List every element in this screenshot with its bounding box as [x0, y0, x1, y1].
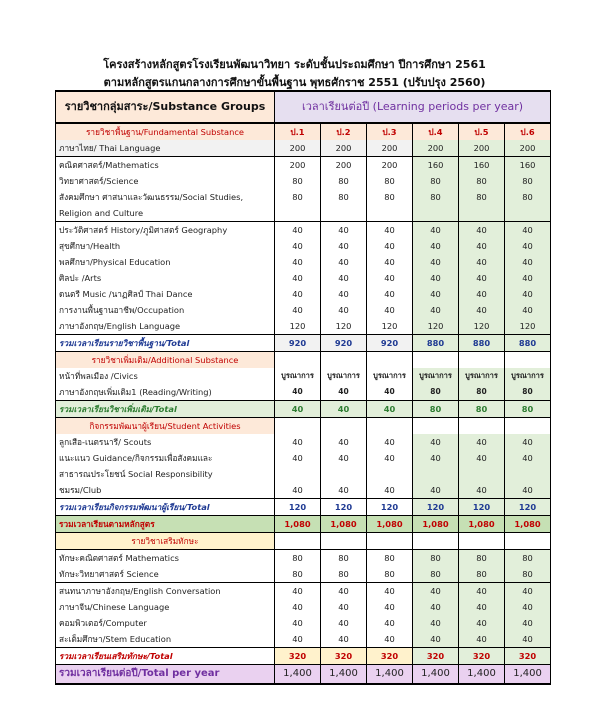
period-value: 40 — [275, 599, 321, 615]
fundamental-total-value: 920 — [321, 335, 367, 352]
subject-name: ภาษาจีน/Chinese Language — [56, 599, 275, 615]
additional-total-value: 80 — [413, 401, 459, 418]
period-value: 80 — [413, 173, 459, 189]
subject-name: หน้าที่พลเมือง /Civics — [56, 368, 275, 384]
subject-name: ทักษะวิทยาศาสตร์ Science — [56, 566, 275, 583]
period-value: 80 — [413, 189, 459, 205]
table-row — [56, 550, 551, 567]
period-value: 160 — [413, 157, 459, 174]
period-value: 40 — [367, 482, 413, 499]
period-value: 40 — [505, 583, 551, 600]
period-value: 80 — [459, 189, 505, 205]
period-value: บูรณาการ — [505, 368, 551, 384]
additional-total-value: 80 — [459, 401, 505, 418]
subject-name: ลูกเสือ-เนตรนารี/ Scouts — [56, 434, 275, 450]
period-value: 40 — [275, 238, 321, 254]
period-value: 40 — [367, 434, 413, 450]
period-value-empty — [505, 205, 551, 222]
period-value-empty — [275, 466, 321, 482]
period-value: บูรณาการ — [413, 368, 459, 384]
period-value: 40 — [367, 450, 413, 466]
period-value: 40 — [275, 434, 321, 450]
table-row — [56, 222, 551, 239]
table-row — [56, 615, 551, 631]
year-total-label: รวมเวลาเรียนต่อปี/Total per year — [56, 665, 275, 685]
grade-empty — [459, 418, 505, 435]
table-row — [56, 157, 551, 174]
period-value: 40 — [367, 270, 413, 286]
grade-empty — [459, 533, 505, 550]
period-value: 40 — [321, 254, 367, 270]
period-value: 40 — [413, 302, 459, 318]
table-row — [56, 318, 551, 335]
period-value: 40 — [367, 238, 413, 254]
period-value: 40 — [275, 302, 321, 318]
period-value: 40 — [321, 384, 367, 401]
fundamental-total-value: 920 — [367, 335, 413, 352]
period-value: 40 — [367, 222, 413, 239]
grade-empty — [275, 418, 321, 435]
period-value: 40 — [321, 302, 367, 318]
activities-total-value: 120 — [367, 499, 413, 516]
period-value: 80 — [413, 384, 459, 401]
table-row — [56, 418, 551, 435]
skills-total-value: 320 — [413, 648, 459, 665]
table-row — [56, 482, 551, 499]
table-row — [56, 189, 551, 205]
period-value: 80 — [367, 189, 413, 205]
skills-total-value: 320 — [367, 648, 413, 665]
period-value: 40 — [505, 450, 551, 466]
period-value: 40 — [321, 222, 367, 239]
period-value: 40 — [413, 238, 459, 254]
additional-total-value: 40 — [275, 401, 321, 418]
skills-total-value: 320 — [459, 648, 505, 665]
period-value: 40 — [459, 270, 505, 286]
period-value: 40 — [459, 254, 505, 270]
grade-empty — [275, 533, 321, 550]
period-value-empty — [321, 466, 367, 482]
period-value: 40 — [413, 270, 459, 286]
period-value: 200 — [413, 140, 459, 157]
period-value: 40 — [321, 599, 367, 615]
period-value: 40 — [459, 302, 505, 318]
period-value: บูรณาการ — [459, 368, 505, 384]
period-value: 40 — [275, 631, 321, 648]
period-value: 40 — [459, 615, 505, 631]
table-row — [56, 238, 551, 254]
period-value: 40 — [505, 238, 551, 254]
subject-name: พลศึกษา/Physical Education — [56, 254, 275, 270]
curriculum-total-value: 1,080 — [413, 516, 459, 533]
year-total-value: 1,400 — [367, 665, 413, 685]
table-row — [56, 270, 551, 286]
additional-total-value: 40 — [367, 401, 413, 418]
fundamental-total-value: 880 — [459, 335, 505, 352]
activities-total-value: 120 — [459, 499, 505, 516]
period-value: 40 — [413, 482, 459, 499]
subject-name: ภาษาอังกฤษเพิ่มเติม1 (Reading/Writing) — [56, 384, 275, 401]
period-value: 80 — [413, 566, 459, 583]
period-value: 40 — [505, 434, 551, 450]
subject-name-continued: Religion and Culture — [56, 205, 275, 222]
subject-name: ดนตรี Music /นาฏศิลป์ Thai Dance — [56, 286, 275, 302]
section-heading-fundamental: รายวิชาพื้นฐาน/Fundamental Substance — [56, 123, 275, 140]
period-value: 40 — [505, 302, 551, 318]
period-value: 40 — [505, 286, 551, 302]
period-value: 120 — [275, 318, 321, 335]
table-row — [56, 335, 551, 352]
period-value: 80 — [505, 173, 551, 189]
period-value-empty — [459, 205, 505, 222]
period-value: 80 — [413, 550, 459, 567]
period-value: 40 — [275, 254, 321, 270]
grade-empty — [505, 533, 551, 550]
subject-name: ภาษาอังกฤษ/English Language — [56, 318, 275, 335]
period-value: 40 — [367, 615, 413, 631]
table-row — [56, 205, 551, 222]
subject-name: การงานพื้นฐานอาชีพ/Occupation — [56, 302, 275, 318]
period-value-empty — [505, 466, 551, 482]
period-value: 80 — [367, 566, 413, 583]
skills-total-value: 320 — [321, 648, 367, 665]
period-value: 40 — [505, 482, 551, 499]
period-value: 40 — [275, 286, 321, 302]
period-value: 40 — [367, 302, 413, 318]
subject-name: สังคมศึกษา ศาสนาและวัฒนธรรม/Social Studies, — [56, 189, 275, 205]
subject-name: สะเต็มศึกษา/Stem Education — [56, 631, 275, 648]
period-value: 40 — [459, 434, 505, 450]
period-value: 40 — [321, 482, 367, 499]
period-value: 40 — [321, 615, 367, 631]
period-value: 80 — [321, 173, 367, 189]
period-value: 80 — [459, 566, 505, 583]
subject-name: คอมพิวเตอร์/Computer — [56, 615, 275, 631]
period-value: 40 — [367, 631, 413, 648]
period-value: 80 — [459, 384, 505, 401]
table-row — [56, 352, 551, 369]
period-value-empty — [459, 466, 505, 482]
period-value: 200 — [367, 157, 413, 174]
grade-label: ป.6 — [505, 123, 551, 140]
period-value: 40 — [413, 450, 459, 466]
year-total-value: 1,400 — [459, 665, 505, 685]
grade-empty — [321, 418, 367, 435]
subject-name: ทักษะคณิตศาสตร์ Mathematics — [56, 550, 275, 567]
subject-name: ประวัติศาสตร์ History/ภูมิศาสตร์ Geography — [56, 222, 275, 239]
grade-empty — [505, 418, 551, 435]
period-value: 80 — [459, 550, 505, 567]
grade-empty — [275, 352, 321, 369]
period-value: 40 — [413, 254, 459, 270]
grade-label: ป.3 — [367, 123, 413, 140]
period-value-empty — [413, 205, 459, 222]
additional-total-value: 40 — [321, 401, 367, 418]
period-value: 40 — [321, 238, 367, 254]
period-value: 160 — [459, 157, 505, 174]
year-total-value: 1,400 — [413, 665, 459, 685]
fundamental-total-value: 880 — [505, 335, 551, 352]
period-value: 40 — [413, 615, 459, 631]
table-row — [56, 599, 551, 615]
period-value: 40 — [459, 238, 505, 254]
table-row — [56, 583, 551, 600]
curriculum-total-value: 1,080 — [367, 516, 413, 533]
skills-total-value: 320 — [275, 648, 321, 665]
period-value: 80 — [505, 566, 551, 583]
period-value: 80 — [459, 173, 505, 189]
period-value: 200 — [321, 157, 367, 174]
table-row — [56, 434, 551, 450]
skills-total-label: รวมเวลาเรียนเสริมทักษะ/Total — [56, 648, 275, 665]
period-value-empty — [367, 205, 413, 222]
table-row — [56, 302, 551, 318]
period-value: 200 — [459, 140, 505, 157]
grade-empty — [413, 418, 459, 435]
period-value: 40 — [275, 615, 321, 631]
curriculum-table — [55, 90, 551, 685]
period-value: 80 — [505, 384, 551, 401]
subject-name: สนทนาภาษาอังกฤษ/English Conversation — [56, 583, 275, 600]
section-heading-activities: กิจกรรมพัฒนาผู้เรียน/Student Activities — [56, 418, 275, 435]
period-value: 40 — [413, 222, 459, 239]
subject-name: แนะแนว Guidance/กิจกรรมเพื่อสังคมและ — [56, 450, 275, 466]
subject-name: ศิลปะ /Arts — [56, 270, 275, 286]
table-row — [56, 140, 551, 157]
period-value: 40 — [459, 222, 505, 239]
period-value: 120 — [413, 318, 459, 335]
table-row — [56, 499, 551, 516]
period-value: 40 — [413, 631, 459, 648]
table-row — [56, 401, 551, 418]
period-value-empty — [367, 466, 413, 482]
period-value: 40 — [505, 222, 551, 239]
table-row — [56, 368, 551, 384]
period-value: 40 — [459, 286, 505, 302]
table-row — [56, 286, 551, 302]
grade-label: ป.1 — [275, 123, 321, 140]
period-value: 40 — [505, 631, 551, 648]
subject-name: วิทยาศาสตร์/Science — [56, 173, 275, 189]
period-value: 40 — [275, 222, 321, 239]
period-value: 200 — [505, 140, 551, 157]
period-value: 80 — [505, 550, 551, 567]
subject-name: ภาษาไทย/ Thai Language — [56, 140, 275, 157]
period-value: 40 — [275, 384, 321, 401]
activities-total-value: 120 — [413, 499, 459, 516]
subject-name: สุขศึกษา/Health — [56, 238, 275, 254]
period-value-empty — [321, 205, 367, 222]
period-value: 40 — [321, 583, 367, 600]
activities-total-value: 120 — [275, 499, 321, 516]
grade-empty — [413, 533, 459, 550]
period-value: 120 — [505, 318, 551, 335]
period-value: 40 — [367, 254, 413, 270]
year-total-value: 1,400 — [275, 665, 321, 685]
table-row — [56, 123, 551, 140]
period-value: 40 — [275, 482, 321, 499]
period-value: 40 — [321, 270, 367, 286]
period-value: 80 — [367, 550, 413, 567]
skills-total-value: 320 — [505, 648, 551, 665]
period-value: 40 — [459, 631, 505, 648]
grade-empty — [321, 533, 367, 550]
subject-column-header: รายวิชากลุ่มสาระ/Substance Groups — [56, 91, 275, 123]
period-value: 200 — [367, 140, 413, 157]
period-value: 40 — [505, 599, 551, 615]
table-row — [56, 631, 551, 648]
period-value: 40 — [505, 615, 551, 631]
period-value: 120 — [367, 318, 413, 335]
table-row — [56, 516, 551, 533]
period-value: 200 — [275, 157, 321, 174]
period-value: บูรณาการ — [275, 368, 321, 384]
curriculum-total-value: 1,080 — [321, 516, 367, 533]
period-value: 40 — [459, 583, 505, 600]
grade-empty — [321, 352, 367, 369]
period-value: 80 — [275, 550, 321, 567]
period-value: บูรณาการ — [321, 368, 367, 384]
period-value: 40 — [459, 599, 505, 615]
period-value: 40 — [505, 254, 551, 270]
table-row — [56, 566, 551, 583]
subject-name-continued: สาธารณประโยชน์ Social Responsibility — [56, 466, 275, 482]
activities-total-label: รวมเวลาเรียนกิจกรรมพัฒนาผู้เรียน/Total — [56, 499, 275, 516]
period-value: 40 — [321, 286, 367, 302]
period-value: 80 — [321, 550, 367, 567]
page-title: โครงสร้างหลักสูตรโรงเรียนพัฒนาวิทยา ระดับชั้นประถมศึกษา ปีการศึกษา 2561 — [103, 58, 486, 71]
period-value: 40 — [413, 583, 459, 600]
year-total-value: 1,400 — [505, 665, 551, 685]
period-value: 80 — [321, 189, 367, 205]
period-value: 160 — [505, 157, 551, 174]
period-value: 40 — [413, 286, 459, 302]
additional-total-label: รวมเวลาเรียนวิชาเพิ่มเติม/Total — [56, 401, 275, 418]
subject-name: คณิตศาสตร์/Mathematics — [56, 157, 275, 174]
year-total-value: 1,400 — [321, 665, 367, 685]
table-row — [56, 648, 551, 665]
period-value: 40 — [459, 450, 505, 466]
fundamental-total-value: 880 — [413, 335, 459, 352]
period-value: 40 — [367, 583, 413, 600]
table-row — [56, 665, 551, 685]
subject-name: ชมรม/Club — [56, 482, 275, 499]
period-value: 40 — [275, 270, 321, 286]
curriculum-total-value: 1,080 — [459, 516, 505, 533]
period-value: 200 — [321, 140, 367, 157]
section-heading-skills: รายวิชาเสริมทักษะ — [56, 533, 275, 550]
grade-empty — [367, 533, 413, 550]
period-value: 40 — [367, 599, 413, 615]
table-row — [56, 533, 551, 550]
activities-total-value: 120 — [505, 499, 551, 516]
period-value-empty — [413, 466, 459, 482]
activities-total-value: 120 — [321, 499, 367, 516]
table-row — [56, 466, 551, 482]
period-value: 80 — [275, 173, 321, 189]
curriculum-total-label: รวมเวลาเรียนตามหลักสูตร — [56, 516, 275, 533]
section-heading-additional: รายวิชาเพิ่มเติม/Additional Substance — [56, 352, 275, 369]
period-value: 200 — [275, 140, 321, 157]
grade-empty — [413, 352, 459, 369]
period-value: 40 — [413, 434, 459, 450]
curriculum-total-value: 1,080 — [505, 516, 551, 533]
table-row — [56, 173, 551, 189]
period-value: 80 — [275, 189, 321, 205]
table-row — [56, 254, 551, 270]
period-value: 40 — [275, 450, 321, 466]
period-value: 80 — [321, 566, 367, 583]
period-value: 40 — [321, 434, 367, 450]
fundamental-total-label: รวมเวลาเรียนรายวิชาพื้นฐาน/Total — [56, 335, 275, 352]
period-value: 40 — [367, 384, 413, 401]
period-value: บูรณาการ — [367, 368, 413, 384]
table-row — [56, 384, 551, 401]
period-value: 80 — [367, 173, 413, 189]
period-value: 40 — [321, 450, 367, 466]
period-value: 120 — [321, 318, 367, 335]
grade-label: ป.4 — [413, 123, 459, 140]
period-value: 80 — [505, 189, 551, 205]
period-value: 40 — [275, 583, 321, 600]
grade-label: ป.5 — [459, 123, 505, 140]
page-subtitle: ตามหลักสูตรแกนกลางการศึกษาขั้นพื้นฐาน พุทธศักราช 2551 (ปรับปรุง 2560) — [103, 76, 486, 89]
period-value: 120 — [459, 318, 505, 335]
period-value: 40 — [321, 631, 367, 648]
grade-label: ป.2 — [321, 123, 367, 140]
period-value-empty — [275, 205, 321, 222]
period-value: 80 — [275, 566, 321, 583]
fundamental-total-value: 920 — [275, 335, 321, 352]
periods-column-header: เวลาเรียนต่อปี (Learning periods per year) — [275, 91, 551, 123]
grade-empty — [505, 352, 551, 369]
period-value: 40 — [413, 599, 459, 615]
period-value: 40 — [367, 286, 413, 302]
grade-empty — [459, 352, 505, 369]
period-value: 40 — [459, 482, 505, 499]
period-value: 40 — [505, 270, 551, 286]
curriculum-total-value: 1,080 — [275, 516, 321, 533]
additional-total-value: 80 — [505, 401, 551, 418]
grade-empty — [367, 418, 413, 435]
grade-empty — [367, 352, 413, 369]
table-row — [56, 450, 551, 466]
